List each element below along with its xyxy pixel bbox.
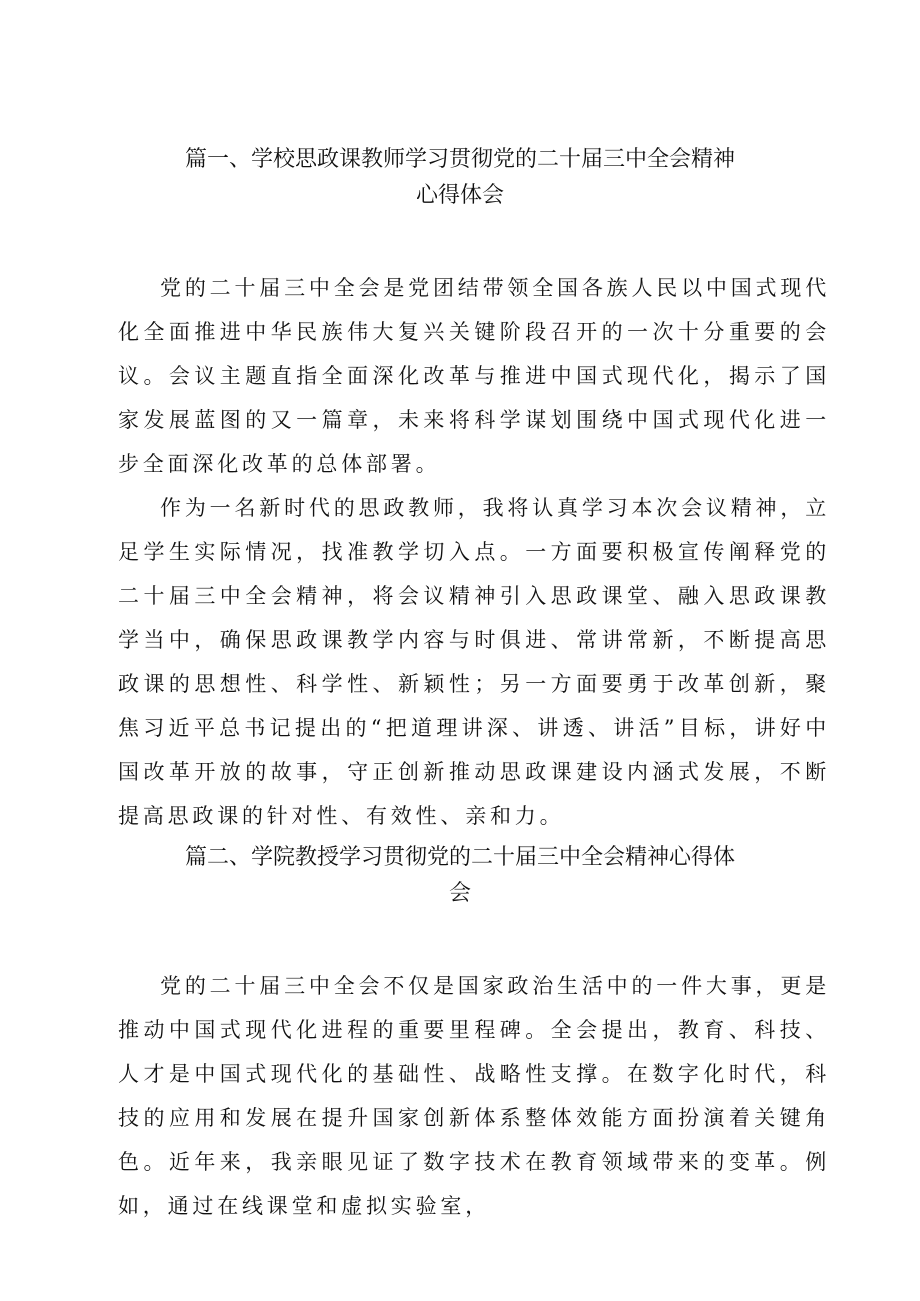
section-2-heading-line-1: 篇二、学院教授学习贯彻党的二十届三中全会精神心得体 [184, 845, 735, 870]
section-2-heading-line-2: 会 [448, 881, 471, 906]
section-1-paragraph-1: 党的二十届三中全会是党团结带领全国各族人民以中国式现代化全面推进中华民族伟大复兴关键阶段召开的一次十分重要的会议。会议主题直指全面深化改革与推进中国式现代化，揭示了国家发展蓝图的又一篇章，未来将科学谋划围绕中国式现代化进一步全面深化改革的总体部署。 [118, 276, 830, 476]
section-2-body [118, 964, 830, 1228]
section-2-paragraph-1: 党的二十届三中全会不仅是国家政治生活中的一件大事，更是推动中国式现代化进程的重要里程碑。全会提出，教育、科技、人才是中国式现代化的基础性、战略性支撑。在数字化时代，科技的应用和发展在提升国家创新体系整体效能方面扮演着关键角色。近年来，我亲眼见证了数字技术在教育领域带来的变革。例如，通过在线课堂和虚拟实验室， [118, 974, 830, 1218]
section-2-heading [0, 840, 920, 912]
section-1-heading-line-1: 篇一、学校思政课教师学习贯彻党的二十届三中全会精神 [184, 147, 735, 172]
section-1-body [118, 266, 830, 838]
section-1-heading-line-2: 心得体会 [415, 183, 504, 208]
section-1-heading [0, 142, 920, 214]
section-1-paragraph-2: 作为一名新时代的思政教师，我将认真学习本次会议精神，立足学生实际情况，找准教学切入点。一方面要积极宣传阐释党的二十届三中全会精神，将会议精神引入思政课堂、融入思政课教学当中，确保思政课教学内容与时俱进、常讲常新，不断提高思政课的思想性、科学性、新颖性；另一方面要勇于改革创新，聚焦习近平总书记提出的“把道理讲深、讲透、讲活”目标，讲好中国改革开放的故事，守正创新推动思政课建设内涵式发展，不断提高思政课的针对性、有效性、亲和力。 [118, 496, 830, 828]
